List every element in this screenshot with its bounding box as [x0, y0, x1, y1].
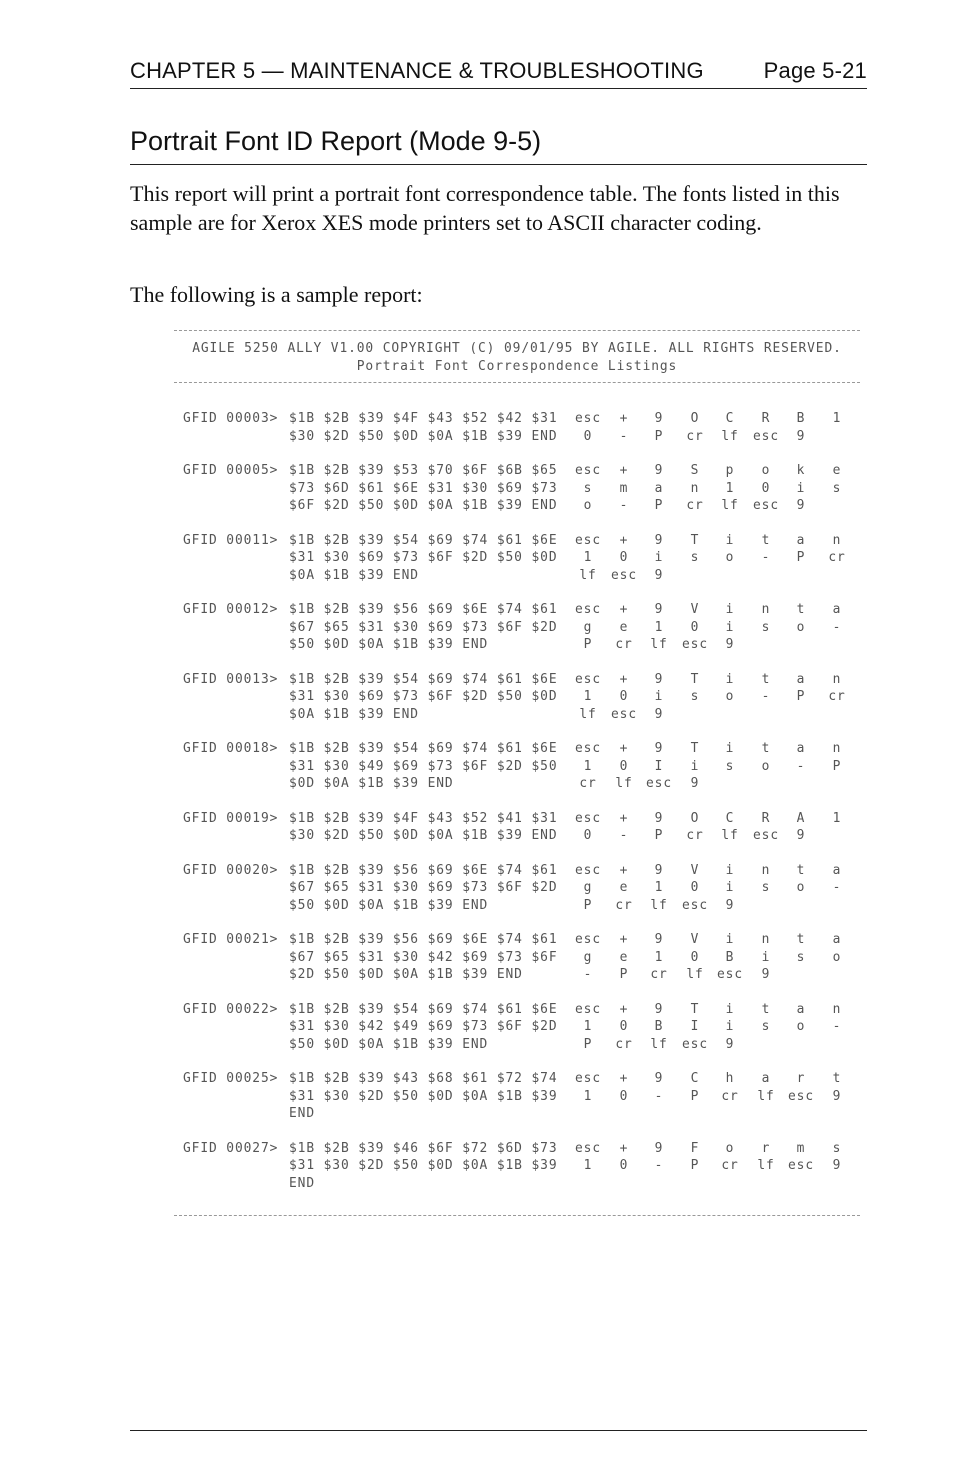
- char-symbol: k: [796, 463, 806, 478]
- report-rule-bottom: [174, 1215, 860, 1216]
- char-symbol: o: [796, 619, 806, 635]
- char-symbol: V: [690, 862, 700, 878]
- char-symbol: n: [832, 741, 842, 756]
- char-symbol: -: [832, 1019, 842, 1034]
- char-symbol: 9: [725, 1036, 735, 1052]
- char-symbol: 1: [583, 1158, 593, 1173]
- char-symbol: 1: [832, 411, 842, 426]
- char-symbol: +: [619, 532, 629, 548]
- char-symbol: n: [761, 602, 771, 617]
- char-symbol: t: [796, 862, 806, 878]
- gfid-label: GFID 00003>: [183, 411, 279, 426]
- char-symbol: 9: [796, 428, 806, 444]
- char-symbol: g: [583, 949, 593, 965]
- char-symbol: R: [761, 810, 771, 826]
- char-symbol: P: [654, 828, 664, 843]
- char-symbol: P: [583, 637, 593, 652]
- char-symbol: s: [725, 758, 735, 774]
- hex-codes: $31 $30 $42 $49 $69 $73 $6F $2D: [289, 1019, 558, 1034]
- char-symbol: i: [690, 758, 700, 774]
- char-symbol: I: [654, 758, 664, 774]
- char-symbol: cr: [721, 1158, 739, 1173]
- char-symbol: O: [690, 411, 700, 426]
- char-symbol: o: [725, 1140, 735, 1156]
- char-symbol: I: [690, 1019, 700, 1034]
- char-symbol: esc: [575, 532, 601, 548]
- char-symbol: 0: [619, 689, 629, 704]
- char-symbol: P: [619, 967, 629, 982]
- char-symbol: 9: [725, 897, 735, 913]
- char-symbol: cr: [615, 897, 633, 913]
- char-symbol: P: [832, 758, 842, 774]
- char-symbol: a: [761, 1071, 771, 1086]
- char-symbol: lf: [721, 498, 739, 513]
- gfid-label: GFID 00021>: [183, 932, 279, 947]
- char-symbol: s: [832, 480, 842, 496]
- hex-codes: $1B $2B $39 $4F $43 $52 $41 $31: [289, 810, 558, 826]
- gfid-label: GFID 00012>: [183, 602, 279, 617]
- char-symbol: i: [725, 671, 735, 687]
- char-symbol: o: [832, 949, 842, 965]
- hex-codes: $50 $0D $0A $1B $39 END: [289, 637, 489, 652]
- char-symbol: -: [832, 880, 842, 895]
- char-symbol: s: [761, 880, 771, 895]
- char-symbol: -: [619, 828, 629, 843]
- char-symbol: esc: [717, 967, 743, 982]
- char-symbol: -: [583, 967, 593, 982]
- char-symbol: O: [690, 810, 700, 826]
- char-symbol: n: [832, 1001, 842, 1017]
- char-symbol: -: [619, 498, 629, 513]
- char-symbol: n: [761, 862, 771, 878]
- char-symbol: lf: [721, 428, 739, 444]
- char-symbol: n: [761, 932, 771, 947]
- char-symbol: 1: [654, 949, 664, 965]
- char-symbol: lf: [650, 1036, 668, 1052]
- char-symbol: 9: [654, 862, 664, 878]
- char-symbol: o: [583, 498, 593, 513]
- char-symbol: F: [690, 1140, 700, 1156]
- hex-codes: $1B $2B $39 $54 $69 $74 $61 $6E: [289, 1001, 558, 1017]
- lead-paragraph: The following is a sample report:: [130, 282, 423, 307]
- char-symbol: 0: [619, 1019, 629, 1034]
- char-symbol: cr: [579, 776, 597, 791]
- char-symbol: i: [725, 602, 735, 617]
- char-symbol: 9: [654, 463, 664, 478]
- char-symbol: 0: [583, 428, 593, 444]
- char-symbol: 0: [619, 758, 629, 774]
- hex-codes: $1B $2B $39 $56 $69 $6E $74 $61: [289, 602, 558, 617]
- footer-rule: [130, 1430, 867, 1431]
- char-symbol: lf: [650, 897, 668, 913]
- char-symbol: +: [619, 1071, 629, 1086]
- char-symbol: i: [725, 741, 735, 756]
- char-symbol: +: [619, 1001, 629, 1017]
- hex-codes: $67 $65 $31 $30 $42 $69 $73 $6F: [289, 949, 558, 965]
- char-symbol: lf: [757, 1088, 775, 1104]
- char-symbol: i: [725, 862, 735, 878]
- hex-codes: $1B $2B $39 $43 $68 $61 $72 $74: [289, 1071, 558, 1086]
- char-symbol: s: [583, 480, 593, 496]
- char-symbol: e: [619, 619, 629, 635]
- char-symbol: 9: [832, 1088, 842, 1104]
- char-symbol: P: [796, 689, 806, 704]
- char-symbol: 0: [619, 1158, 629, 1173]
- char-symbol: esc: [575, 602, 601, 617]
- report-rule-top: [174, 330, 860, 331]
- char-symbol: 9: [654, 411, 664, 426]
- char-symbol: esc: [575, 862, 601, 878]
- char-symbol: lf: [721, 828, 739, 843]
- char-symbol: A: [796, 810, 806, 826]
- char-symbol: +: [619, 741, 629, 756]
- char-symbol: 1: [654, 880, 664, 895]
- char-symbol: 1: [583, 1088, 593, 1104]
- char-symbol: s: [761, 1019, 771, 1034]
- char-symbol: o: [725, 550, 735, 565]
- char-symbol: 9: [654, 741, 664, 756]
- report-rule-header: [174, 382, 860, 383]
- char-symbol: +: [619, 810, 629, 826]
- char-symbol: e: [619, 949, 629, 965]
- char-symbol: 9: [654, 1140, 664, 1156]
- char-symbol: 9: [690, 776, 700, 791]
- char-symbol: h: [725, 1071, 735, 1086]
- char-symbol: 9: [725, 637, 735, 652]
- char-symbol: esc: [682, 897, 708, 913]
- char-symbol: lf: [579, 706, 597, 722]
- hex-codes: $1B $2B $39 $4F $43 $52 $42 $31: [289, 411, 558, 426]
- char-symbol: m: [619, 480, 629, 496]
- char-symbol: g: [583, 880, 593, 895]
- char-symbol: T: [690, 741, 700, 756]
- hex-codes: $67 $65 $31 $30 $69 $73 $6F $2D: [289, 619, 558, 635]
- char-symbol: t: [796, 932, 806, 947]
- char-symbol: 0: [690, 949, 700, 965]
- hex-codes: END: [289, 1175, 315, 1191]
- report-title-line: Portrait Font Correspondence Listings: [356, 359, 678, 374]
- char-symbol: i: [654, 689, 664, 704]
- char-symbol: T: [690, 671, 700, 687]
- char-symbol: cr: [615, 1036, 633, 1052]
- char-symbol: P: [654, 498, 664, 513]
- char-symbol: i: [725, 880, 735, 895]
- char-symbol: a: [832, 932, 842, 947]
- hex-codes: $30 $2D $50 $0D $0A $1B $39 END: [289, 828, 558, 843]
- gfid-label: GFID 00027>: [183, 1140, 279, 1156]
- hex-codes: $73 $6D $61 $6E $31 $30 $69 $73: [289, 480, 558, 496]
- gfid-label: GFID 00020>: [183, 862, 279, 878]
- char-symbol: t: [761, 1001, 771, 1017]
- char-symbol: n: [690, 480, 700, 496]
- char-symbol: n: [832, 671, 842, 687]
- char-symbol: -: [761, 689, 771, 704]
- char-symbol: 0: [583, 828, 593, 843]
- char-symbol: T: [690, 1001, 700, 1017]
- char-symbol: 9: [796, 498, 806, 513]
- char-symbol: n: [832, 532, 842, 548]
- char-symbol: T: [690, 532, 700, 548]
- char-symbol: esc: [575, 1001, 601, 1017]
- char-symbol: a: [796, 671, 806, 687]
- char-symbol: a: [796, 1001, 806, 1017]
- char-symbol: 1: [654, 619, 664, 635]
- char-symbol: esc: [575, 463, 601, 478]
- char-symbol: 0: [619, 1088, 629, 1104]
- char-symbol: V: [690, 932, 700, 947]
- char-symbol: esc: [753, 498, 779, 513]
- char-symbol: 1: [583, 689, 593, 704]
- char-symbol: i: [654, 550, 664, 565]
- hex-codes: $1B $2B $39 $46 $6F $72 $6D $73: [289, 1140, 558, 1156]
- gfid-label: GFID 00019>: [183, 810, 279, 826]
- char-symbol: cr: [828, 689, 846, 704]
- char-symbol: esc: [682, 1036, 708, 1052]
- char-symbol: 1: [583, 550, 593, 565]
- char-symbol: esc: [575, 411, 601, 426]
- hex-codes: $50 $0D $0A $1B $39 END: [289, 1036, 489, 1052]
- char-symbol: a: [832, 862, 842, 878]
- char-symbol: C: [725, 810, 735, 826]
- char-symbol: lf: [615, 776, 633, 791]
- char-symbol: lf: [650, 637, 668, 652]
- char-symbol: +: [619, 932, 629, 947]
- gfid-label: GFID 00018>: [183, 741, 279, 756]
- char-symbol: 9: [654, 1071, 664, 1086]
- char-symbol: P: [583, 1036, 593, 1052]
- char-symbol: p: [725, 463, 735, 478]
- char-symbol: 9: [796, 828, 806, 843]
- hex-codes: $6F $2D $50 $0D $0A $1B $39 END: [289, 498, 558, 513]
- char-symbol: P: [690, 1158, 700, 1173]
- char-symbol: cr: [828, 550, 846, 565]
- char-symbol: t: [832, 1071, 842, 1086]
- char-symbol: esc: [753, 428, 779, 444]
- char-symbol: B: [654, 1019, 664, 1034]
- char-symbol: cr: [650, 967, 668, 982]
- char-symbol: a: [796, 741, 806, 756]
- page-number: Page 5-21: [763, 58, 867, 83]
- hex-codes: $1B $2B $39 $54 $69 $74 $61 $6E: [289, 671, 558, 687]
- report-copyright-line: AGILE 5250 ALLY V1.00 COPYRIGHT (C) 09/01/95 BY AGILE. ALL RIGHTS RESERVED.: [192, 341, 842, 356]
- hex-codes: $2D $50 $0D $0A $1B $39 END: [289, 967, 523, 982]
- char-symbol: 0: [761, 480, 771, 496]
- char-symbol: cr: [686, 828, 704, 843]
- hex-codes: $50 $0D $0A $1B $39 END: [289, 897, 489, 913]
- char-symbol: cr: [615, 637, 633, 652]
- char-symbol: 9: [654, 602, 664, 617]
- hex-codes: $31 $30 $69 $73 $6F $2D $50 $0D: [289, 689, 558, 704]
- char-symbol: 1: [583, 758, 593, 774]
- char-symbol: esc: [788, 1088, 814, 1104]
- char-symbol: esc: [682, 637, 708, 652]
- char-symbol: +: [619, 463, 629, 478]
- char-symbol: S: [690, 463, 700, 478]
- char-symbol: 9: [654, 932, 664, 947]
- char-symbol: -: [654, 1158, 664, 1173]
- running-header: [130, 56, 867, 89]
- section-heading: [130, 124, 867, 165]
- section-title: Portrait Font ID Report (Mode 9-5): [130, 126, 542, 156]
- char-symbol: 1: [832, 810, 842, 826]
- char-symbol: 9: [654, 567, 664, 583]
- char-symbol: esc: [575, 1071, 601, 1086]
- char-symbol: +: [619, 862, 629, 878]
- char-symbol: cr: [686, 428, 704, 444]
- char-symbol: esc: [575, 671, 601, 687]
- char-symbol: -: [796, 758, 806, 774]
- char-symbol: r: [761, 1140, 771, 1156]
- gfid-label: GFID 00013>: [183, 671, 279, 687]
- char-symbol: r: [796, 1071, 806, 1086]
- char-symbol: esc: [575, 932, 601, 947]
- chapter-title: CHAPTER 5 — MAINTENANCE & TROUBLESHOOTING: [130, 58, 704, 83]
- char-symbol: P: [690, 1088, 700, 1104]
- hex-codes: $0A $1B $39 END: [289, 567, 419, 583]
- char-symbol: 0: [690, 880, 700, 895]
- char-symbol: cr: [686, 498, 704, 513]
- gfid-label: GFID 00011>: [183, 532, 279, 548]
- char-symbol: R: [761, 411, 771, 426]
- char-symbol: +: [619, 1140, 629, 1156]
- char-symbol: 9: [654, 810, 664, 826]
- char-symbol: cr: [721, 1088, 739, 1104]
- char-symbol: esc: [575, 810, 601, 826]
- gfid-label: GFID 00005>: [183, 463, 279, 478]
- gfid-label: GFID 00025>: [183, 1071, 279, 1086]
- char-symbol: i: [725, 619, 735, 635]
- gfid-label: GFID 00022>: [183, 1001, 279, 1017]
- char-symbol: t: [761, 532, 771, 548]
- char-symbol: lf: [579, 567, 597, 583]
- char-symbol: esc: [575, 741, 601, 756]
- char-symbol: -: [832, 619, 842, 635]
- char-symbol: +: [619, 411, 629, 426]
- hex-codes: $31 $30 $2D $50 $0D $0A $1B $39: [289, 1158, 558, 1173]
- char-symbol: s: [832, 1140, 842, 1156]
- char-symbol: -: [761, 550, 771, 565]
- hex-codes: $0A $1B $39 END: [289, 706, 419, 722]
- char-symbol: P: [654, 428, 664, 444]
- char-symbol: 9: [654, 1001, 664, 1017]
- char-symbol: s: [796, 949, 806, 965]
- hex-codes: $31 $30 $49 $69 $73 $6F $2D $50: [289, 758, 558, 774]
- char-symbol: g: [583, 619, 593, 635]
- char-symbol: esc: [611, 567, 637, 583]
- char-symbol: C: [725, 411, 735, 426]
- char-symbol: 9: [654, 671, 664, 687]
- char-symbol: 0: [690, 619, 700, 635]
- char-symbol: i: [796, 480, 806, 496]
- char-symbol: 9: [654, 706, 664, 722]
- char-symbol: B: [725, 949, 735, 965]
- char-symbol: s: [690, 689, 700, 704]
- hex-codes: $1B $2B $39 $54 $69 $74 $61 $6E: [289, 532, 558, 548]
- char-symbol: 1: [583, 1019, 593, 1034]
- char-symbol: +: [619, 671, 629, 687]
- char-symbol: B: [796, 411, 806, 426]
- hex-codes: $1B $2B $39 $56 $69 $6E $74 $61: [289, 932, 558, 947]
- char-symbol: t: [761, 741, 771, 756]
- char-symbol: esc: [575, 1140, 601, 1156]
- char-symbol: esc: [753, 828, 779, 843]
- char-symbol: lf: [757, 1158, 775, 1173]
- char-symbol: C: [690, 1071, 700, 1086]
- char-symbol: esc: [646, 776, 672, 791]
- hex-codes: $30 $2D $50 $0D $0A $1B $39 END: [289, 428, 558, 444]
- char-symbol: i: [725, 532, 735, 548]
- char-symbol: a: [654, 480, 664, 496]
- char-symbol: o: [796, 1019, 806, 1034]
- char-symbol: i: [725, 932, 735, 947]
- char-symbol: t: [796, 602, 806, 617]
- char-symbol: esc: [788, 1158, 814, 1173]
- char-symbol: a: [832, 602, 842, 617]
- char-symbol: 1: [725, 480, 735, 496]
- char-symbol: V: [690, 602, 700, 617]
- char-symbol: s: [690, 550, 700, 565]
- hex-codes: $67 $65 $31 $30 $69 $73 $6F $2D: [289, 880, 558, 895]
- char-symbol: esc: [611, 706, 637, 722]
- hex-codes: $1B $2B $39 $53 $70 $6F $6B $65: [289, 463, 558, 478]
- char-symbol: o: [761, 463, 771, 478]
- char-symbol: 9: [761, 967, 771, 982]
- char-symbol: o: [725, 689, 735, 704]
- hex-codes: $31 $30 $2D $50 $0D $0A $1B $39: [289, 1088, 558, 1104]
- char-symbol: i: [725, 1019, 735, 1034]
- char-symbol: a: [796, 532, 806, 548]
- hex-codes: $0D $0A $1B $39 END: [289, 776, 454, 791]
- char-symbol: 9: [832, 1158, 842, 1173]
- char-symbol: i: [761, 949, 771, 965]
- char-symbol: e: [832, 463, 842, 478]
- char-symbol: 0: [619, 550, 629, 565]
- char-symbol: t: [761, 671, 771, 687]
- char-symbol: lf: [686, 967, 704, 982]
- char-symbol: -: [619, 428, 629, 444]
- hex-codes: $31 $30 $69 $73 $6F $2D $50 $0D: [289, 550, 558, 565]
- hex-codes: $1B $2B $39 $56 $69 $6E $74 $61: [289, 862, 558, 878]
- char-symbol: -: [654, 1088, 664, 1104]
- char-symbol: s: [761, 619, 771, 635]
- char-symbol: o: [761, 758, 771, 774]
- char-symbol: P: [796, 550, 806, 565]
- char-symbol: P: [583, 897, 593, 913]
- char-symbol: o: [796, 880, 806, 895]
- hex-codes: $1B $2B $39 $54 $69 $74 $61 $6E: [289, 741, 558, 756]
- intro-paragraph: This report will print a portrait font correspondence table. The fonts listed in this sample are for Xerox XES mode printers set to ASCII character coding.: [130, 181, 840, 235]
- char-symbol: e: [619, 880, 629, 895]
- char-symbol: i: [725, 1001, 735, 1017]
- char-symbol: m: [796, 1140, 806, 1156]
- char-symbol: +: [619, 602, 629, 617]
- hex-codes: END: [289, 1106, 315, 1121]
- char-symbol: 9: [654, 532, 664, 548]
